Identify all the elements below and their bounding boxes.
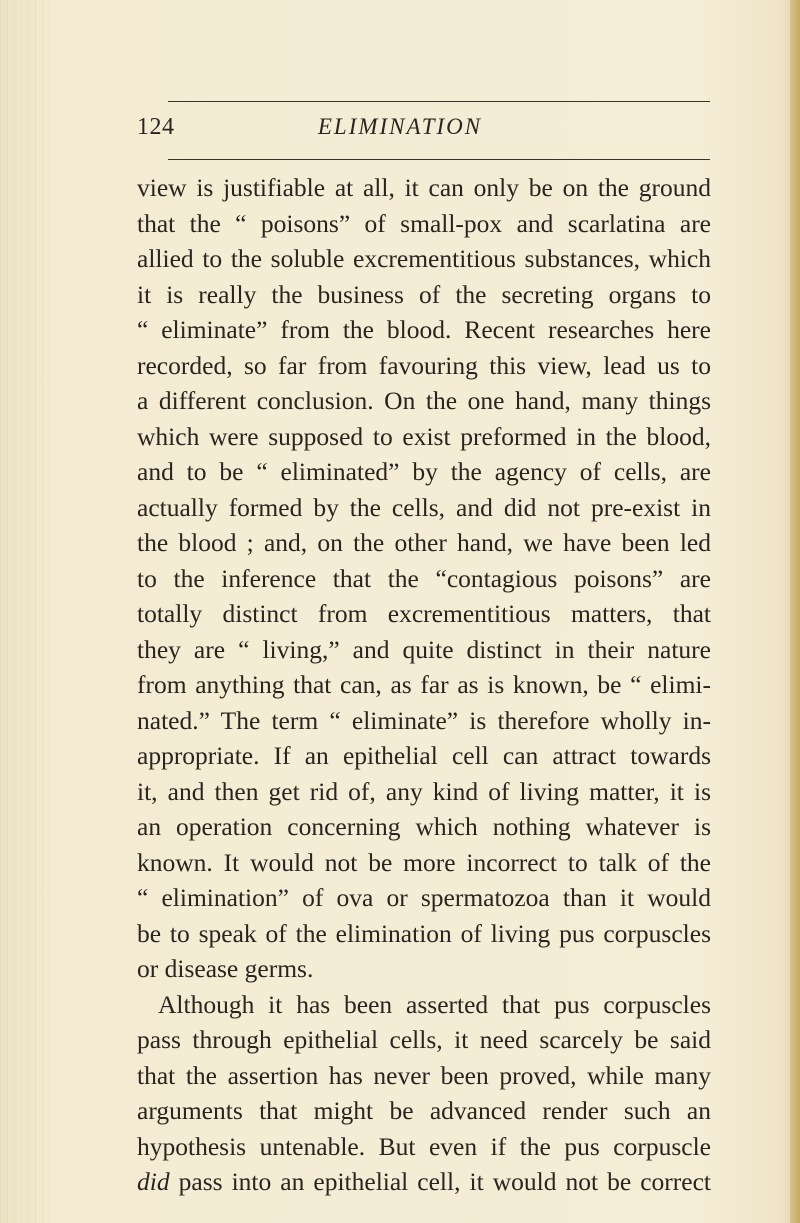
text-line: recorded, so far from favouring this view, lead us to (137, 350, 711, 380)
text-line: “ eliminate” from the blood. Recent researches here (137, 315, 711, 344)
text-line: pass through epithelial cells, it need scarcely be said (137, 1025, 711, 1054)
text-line-rest: pass into an epithelial cell, it would not be correct (169, 1167, 711, 1196)
text-line: arguments that might be advanced render such an (137, 1096, 711, 1125)
text-line: actually formed by the cells, and did not pre-exist in (137, 492, 711, 522)
text-line: an operation concerning which nothing whatever is (137, 812, 711, 841)
text-line: hypothesis untenable. But even if the pus corpuscle (137, 1131, 711, 1161)
text-line: allied to the soluble excrementitious substances, which (137, 244, 711, 273)
text-line: it is really the business of the secreting organs to (137, 279, 711, 309)
text-line: and to be “ eliminated” by the agency of cells, are (137, 457, 711, 486)
text-line: Although it has been asserted that pus corpuscles (158, 989, 711, 1019)
text-line: totally distinct from excrementitious matters, that (137, 599, 711, 628)
running-title: ELIMINATION (317, 114, 483, 139)
header-rule-bottom (168, 159, 710, 160)
text-line: that the “ poisons” of small-pox and scarlatina are (137, 208, 711, 238)
text-line-final (137, 1164, 711, 1200)
page-number: 124 (137, 114, 175, 140)
text-line: known. It would not be more incorrect to talk of the (137, 847, 711, 877)
text-line: which were supposed to exist preformed in the blood, (137, 421, 711, 451)
text-line: be to speak of the elimination of living pus corpuscles (137, 918, 711, 948)
text-line: to the inference that the “contagious poisons” are (137, 563, 711, 593)
text-line: nated.” The term “ eliminate” is therefore wholly in- (137, 705, 711, 735)
text-line: view is justifiable at all, it can only be on the ground (137, 173, 711, 202)
text-line: the blood ; and, on the other hand, we have been led (137, 528, 711, 557)
text-line: or disease germs. (137, 954, 314, 983)
text-line: “ elimination” of ova or spermatozoa than it would (137, 883, 711, 912)
text-line: from anything that can, as far as is known, be “ elimi- (137, 670, 711, 699)
text-line: a different conclusion. On the one hand, many things (137, 386, 711, 415)
body-text (137, 170, 711, 1200)
italic-emphasis: did (137, 1167, 170, 1196)
text-line: appropriate. If an epithelial cell can attract towards (137, 741, 711, 770)
page-gilt-edge (790, 0, 800, 1223)
header-rule-top (168, 101, 710, 102)
page-binding-edge (0, 0, 52, 1223)
text-line: they are “ living,” and quite distinct in their nature (137, 634, 711, 664)
text-line: that the assertion has never been proved, while many (137, 1060, 711, 1090)
text-line: it, and then get rid of, any kind of living matter, it is (137, 776, 711, 806)
